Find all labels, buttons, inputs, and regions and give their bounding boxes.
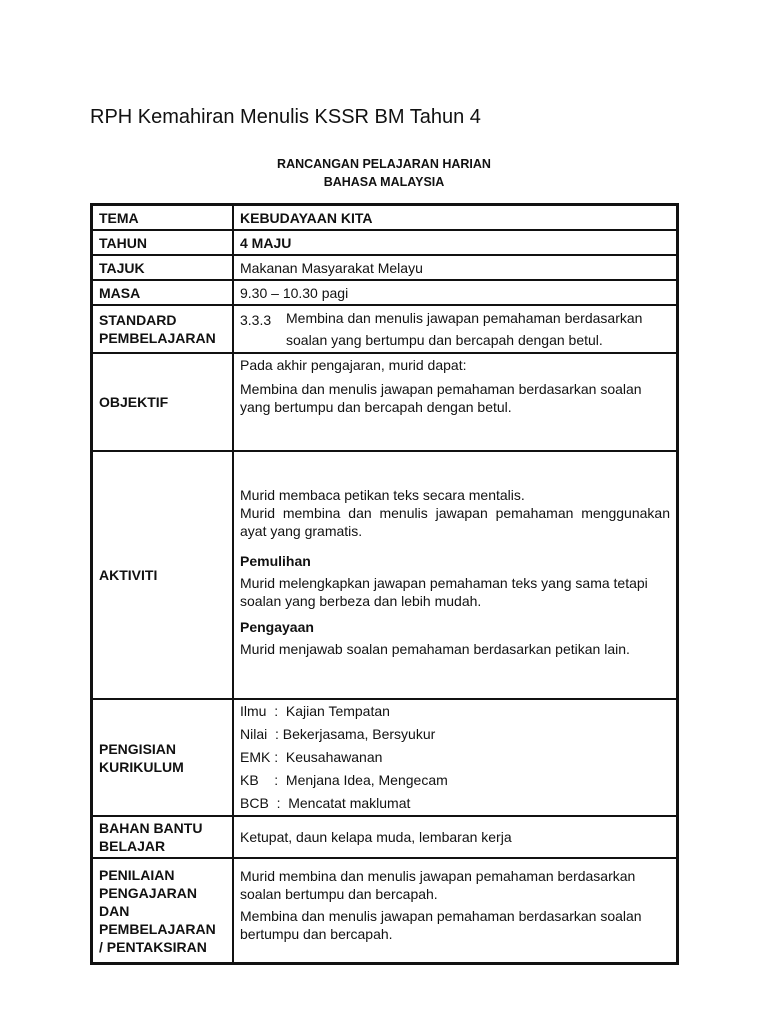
heading-line-2: BAHASA MALAYSIA (323, 175, 445, 189)
kurikulum-item: KB : Menjana Idea, Mengecam (240, 772, 448, 788)
objektif-intro: Pada akhir pengajaran, murid dapat: (240, 357, 467, 373)
label-penilaian-line: DAN (99, 902, 130, 919)
label-tema: TEMA (92, 205, 233, 230)
row-bahan-bantu-belajar (92, 816, 677, 858)
row-tema (92, 205, 677, 230)
row-pengisian-kurikulum (92, 699, 677, 816)
value-tajuk: Makanan Masyarakat Melayu (233, 255, 677, 280)
row-objektif (92, 353, 677, 451)
value-bahan-bantu-belajar: Ketupat, daun kelapa muda, lembaran kerja (233, 816, 677, 858)
value-objektif (233, 353, 677, 451)
value-tema: KEBUDAYAAN KITA (233, 205, 677, 230)
row-standard-pembelajaran (92, 305, 677, 353)
label-bahan-line1: BAHAN BANTU (99, 820, 203, 836)
pengayaan-text: Murid menjawab soalan pemahaman berdasarkan petikan lain. (240, 641, 630, 657)
label-penilaian-line: PENILAIAN (99, 866, 175, 883)
label-aktiviti: AKTIVITI (92, 451, 233, 699)
kurikulum-item: Nilai : Bekerjasama, Bersyukur (240, 726, 436, 742)
pemulihan-heading: Pemulihan (240, 553, 311, 569)
heading-line-1: RANCANGAN PELAJARAN HARIAN (277, 157, 491, 171)
label-standard-line1: STANDARD (99, 312, 177, 328)
label-tajuk: TAJUK (92, 255, 233, 280)
row-penilaian (92, 858, 677, 963)
label-tahun: TAHUN (92, 230, 233, 255)
value-masa: 9.30 – 10.30 pagi (233, 280, 677, 305)
objektif-text: Membina dan menulis jawapan pemahaman berdasarkan soalan yang bertumpu dan bercapah dengan betul. (240, 381, 642, 415)
label-standard-line2: PEMBELAJARAN (99, 330, 216, 346)
label-standard-pembelajaran (92, 305, 233, 353)
row-masa (92, 280, 677, 305)
kurikulum-item: EMK : Keusahawanan (240, 749, 383, 765)
label-objektif: OBJEKTIF (92, 353, 233, 451)
penilaian-text-2: Membina dan menulis jawapan pemahaman berdasarkan soalan bertumpu dan bercapah. (240, 908, 642, 942)
label-penilaian (92, 858, 233, 963)
row-aktiviti (92, 451, 677, 699)
label-pengisian-line2: KURIKULUM (99, 758, 184, 775)
label-penilaian-line: PEMBELAJARAN (99, 920, 216, 937)
document-title: RPH Kemahiran Menulis KSSR BM Tahun 4 (90, 106, 481, 128)
row-tajuk (92, 255, 677, 280)
standard-code: 3.3.3 (240, 312, 272, 328)
aktiviti-line2: Murid membina dan menulis jawapan pemahaman menggunakan ayat yang gramatis. (240, 505, 670, 539)
aktiviti-line1: Murid membaca petikan teks secara mentalis. (240, 487, 525, 503)
value-standard-pembelajaran (233, 305, 677, 353)
label-penilaian-line: PENGAJARAN (99, 884, 198, 901)
kurikulum-item: Ilmu : Kajian Tempatan (240, 703, 390, 719)
value-tahun: 4 MAJU (233, 230, 677, 255)
label-penilaian-line: / PENTAKSIRAN (99, 938, 207, 955)
pemulihan-text: Murid melengkapkan jawapan pemahaman teks yang sama tetapi soalan yang berbeza dan lebih mudah. (240, 575, 648, 609)
value-penilaian (233, 858, 677, 963)
value-pengisian-kurikulum (233, 699, 677, 816)
row-tahun (92, 230, 677, 255)
label-masa: MASA (92, 280, 233, 305)
penilaian-text-1: Murid membina dan menulis jawapan pemahaman berdasarkan soalan bertumpu dan bercapah. (240, 868, 636, 902)
label-bahan-bantu-belajar (92, 816, 233, 858)
lesson-plan-table (90, 203, 679, 965)
pengayaan-heading: Pengayaan (240, 619, 314, 635)
value-aktiviti (233, 451, 677, 699)
label-pengisian-line1: PENGISIAN (99, 740, 177, 757)
kurikulum-item: BCB : Mencatat maklumat (240, 795, 411, 811)
standard-text: Membina dan menulis jawapan pemahaman berdasarkan soalan yang bertumpu dan bercapah dengan betul. (286, 310, 643, 348)
label-bahan-line2: BELAJAR (99, 838, 166, 854)
label-pengisian-kurikulum (92, 699, 233, 816)
